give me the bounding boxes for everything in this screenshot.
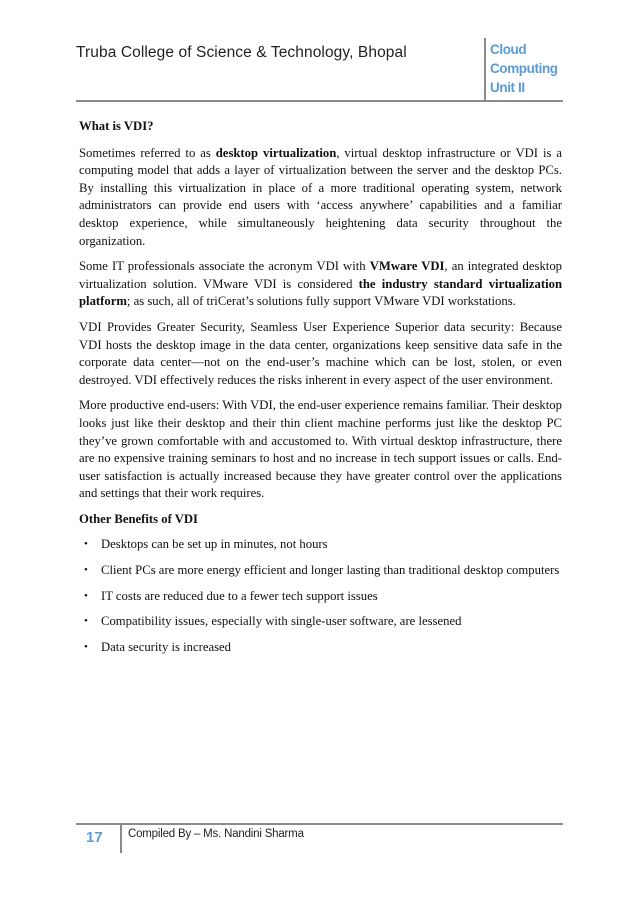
paragraph-vmware-bold-2: the industry standard virtualization platform — [79, 276, 562, 309]
list-item — [79, 613, 562, 631]
header-divider-vertical — [484, 38, 486, 100]
bullet-icon: • — [84, 538, 88, 551]
bullet-icon: • — [84, 564, 88, 577]
paragraph-definition — [79, 145, 562, 251]
header-unit-line-1: Cloud — [490, 42, 527, 57]
list-item-text: Desktops can be set up in minutes, not hours — [101, 537, 328, 552]
footer-divider-horizontal — [76, 823, 563, 825]
bullet-icon: • — [84, 615, 88, 628]
list-item — [79, 588, 562, 606]
header-divider-horizontal — [76, 100, 563, 102]
paragraph-vmware-text-a: Some IT professionals associate the acronym VDI with — [79, 259, 370, 274]
header-title: Truba College of Science & Technology, Bhopal — [76, 44, 407, 61]
list-item-text: Client PCs are more energy efficient and longer lasting than traditional desktop computers — [101, 563, 560, 578]
list-item — [79, 562, 562, 580]
paragraph-vmware — [79, 258, 562, 311]
page-number: 17 — [86, 829, 103, 846]
paragraph-security: VDI Provides Greater Security, Seamless User Experience Superior data security: Because VDI hosts the desktop image in the data center, organizations keep sensitive data safe in the corporate data center—not on the end-user’s machine which can be lost, stolen, or even destroyed. VDI effectively reduces the risks inherent in every aspect of the user environment. — [79, 319, 562, 387]
paragraph-definition-bold: desktop virtualization — [215, 145, 337, 160]
header-unit-label — [490, 40, 558, 97]
page-header — [76, 38, 563, 102]
list-item-text: Compatibility issues, especially with single-user software, are lessened — [101, 614, 462, 629]
list-item-text: IT costs are reduced due to a fewer tech support issues — [101, 588, 378, 603]
paragraph-productivity: More productive end-users: With VDI, the end-user experience remains familiar. Their desktop looks just like their desktop and their thin client machine performs just like the desktop PC they’ve grown comfortable with and accustomed to. With virtual desktop infrastructure, there are no expensive training seminars to host and no increase in tech support issues or calls. End- user satisfaction is actually increased because they have greater control over the applications and settings that their work requires. — [79, 398, 562, 501]
bullet-icon: • — [84, 640, 88, 653]
footer-divider-vertical — [120, 823, 122, 853]
paragraph-vmware-text-c: , an integrated desktop virtualization solution. VMware VDI is considered — [79, 259, 563, 291]
section-heading: What is VDI? — [79, 119, 154, 133]
paragraph-definition-text-a: Sometimes referred to as — [79, 145, 216, 160]
list-item-text: Data security is increased — [101, 639, 231, 654]
page-content — [79, 118, 562, 664]
list-item — [79, 639, 562, 657]
footer-credit: Compiled By – Ms. Nandini Sharma — [128, 828, 304, 840]
page-footer — [76, 823, 563, 853]
header-unit-line-3: Unit II — [490, 80, 525, 95]
paragraph-definition-text-c: , virtual desktop infrastructure or VDI is a computing model that adds a layer of virtualization between the server and the desktop PCs. By installing this virtualization in place of a more traditional operating system, network administrators can provide end users with ‘access anywhere’ capabilities and a familiar desktop experience, while simultaneously heightening data security throughout the organization. — [79, 145, 563, 248]
list-item — [79, 536, 562, 554]
benefits-heading: Other Benefits of VDI — [79, 511, 198, 526]
header-unit-line-2: Computing — [490, 61, 558, 76]
paragraph-vmware-text-e: ; as such, all of triCerat’s solutions fully support VMware VDI workstations. — [126, 294, 516, 309]
benefits-list — [79, 536, 562, 656]
bullet-icon: • — [84, 589, 88, 602]
paragraph-vmware-bold-1: VMware VDI — [369, 259, 445, 274]
